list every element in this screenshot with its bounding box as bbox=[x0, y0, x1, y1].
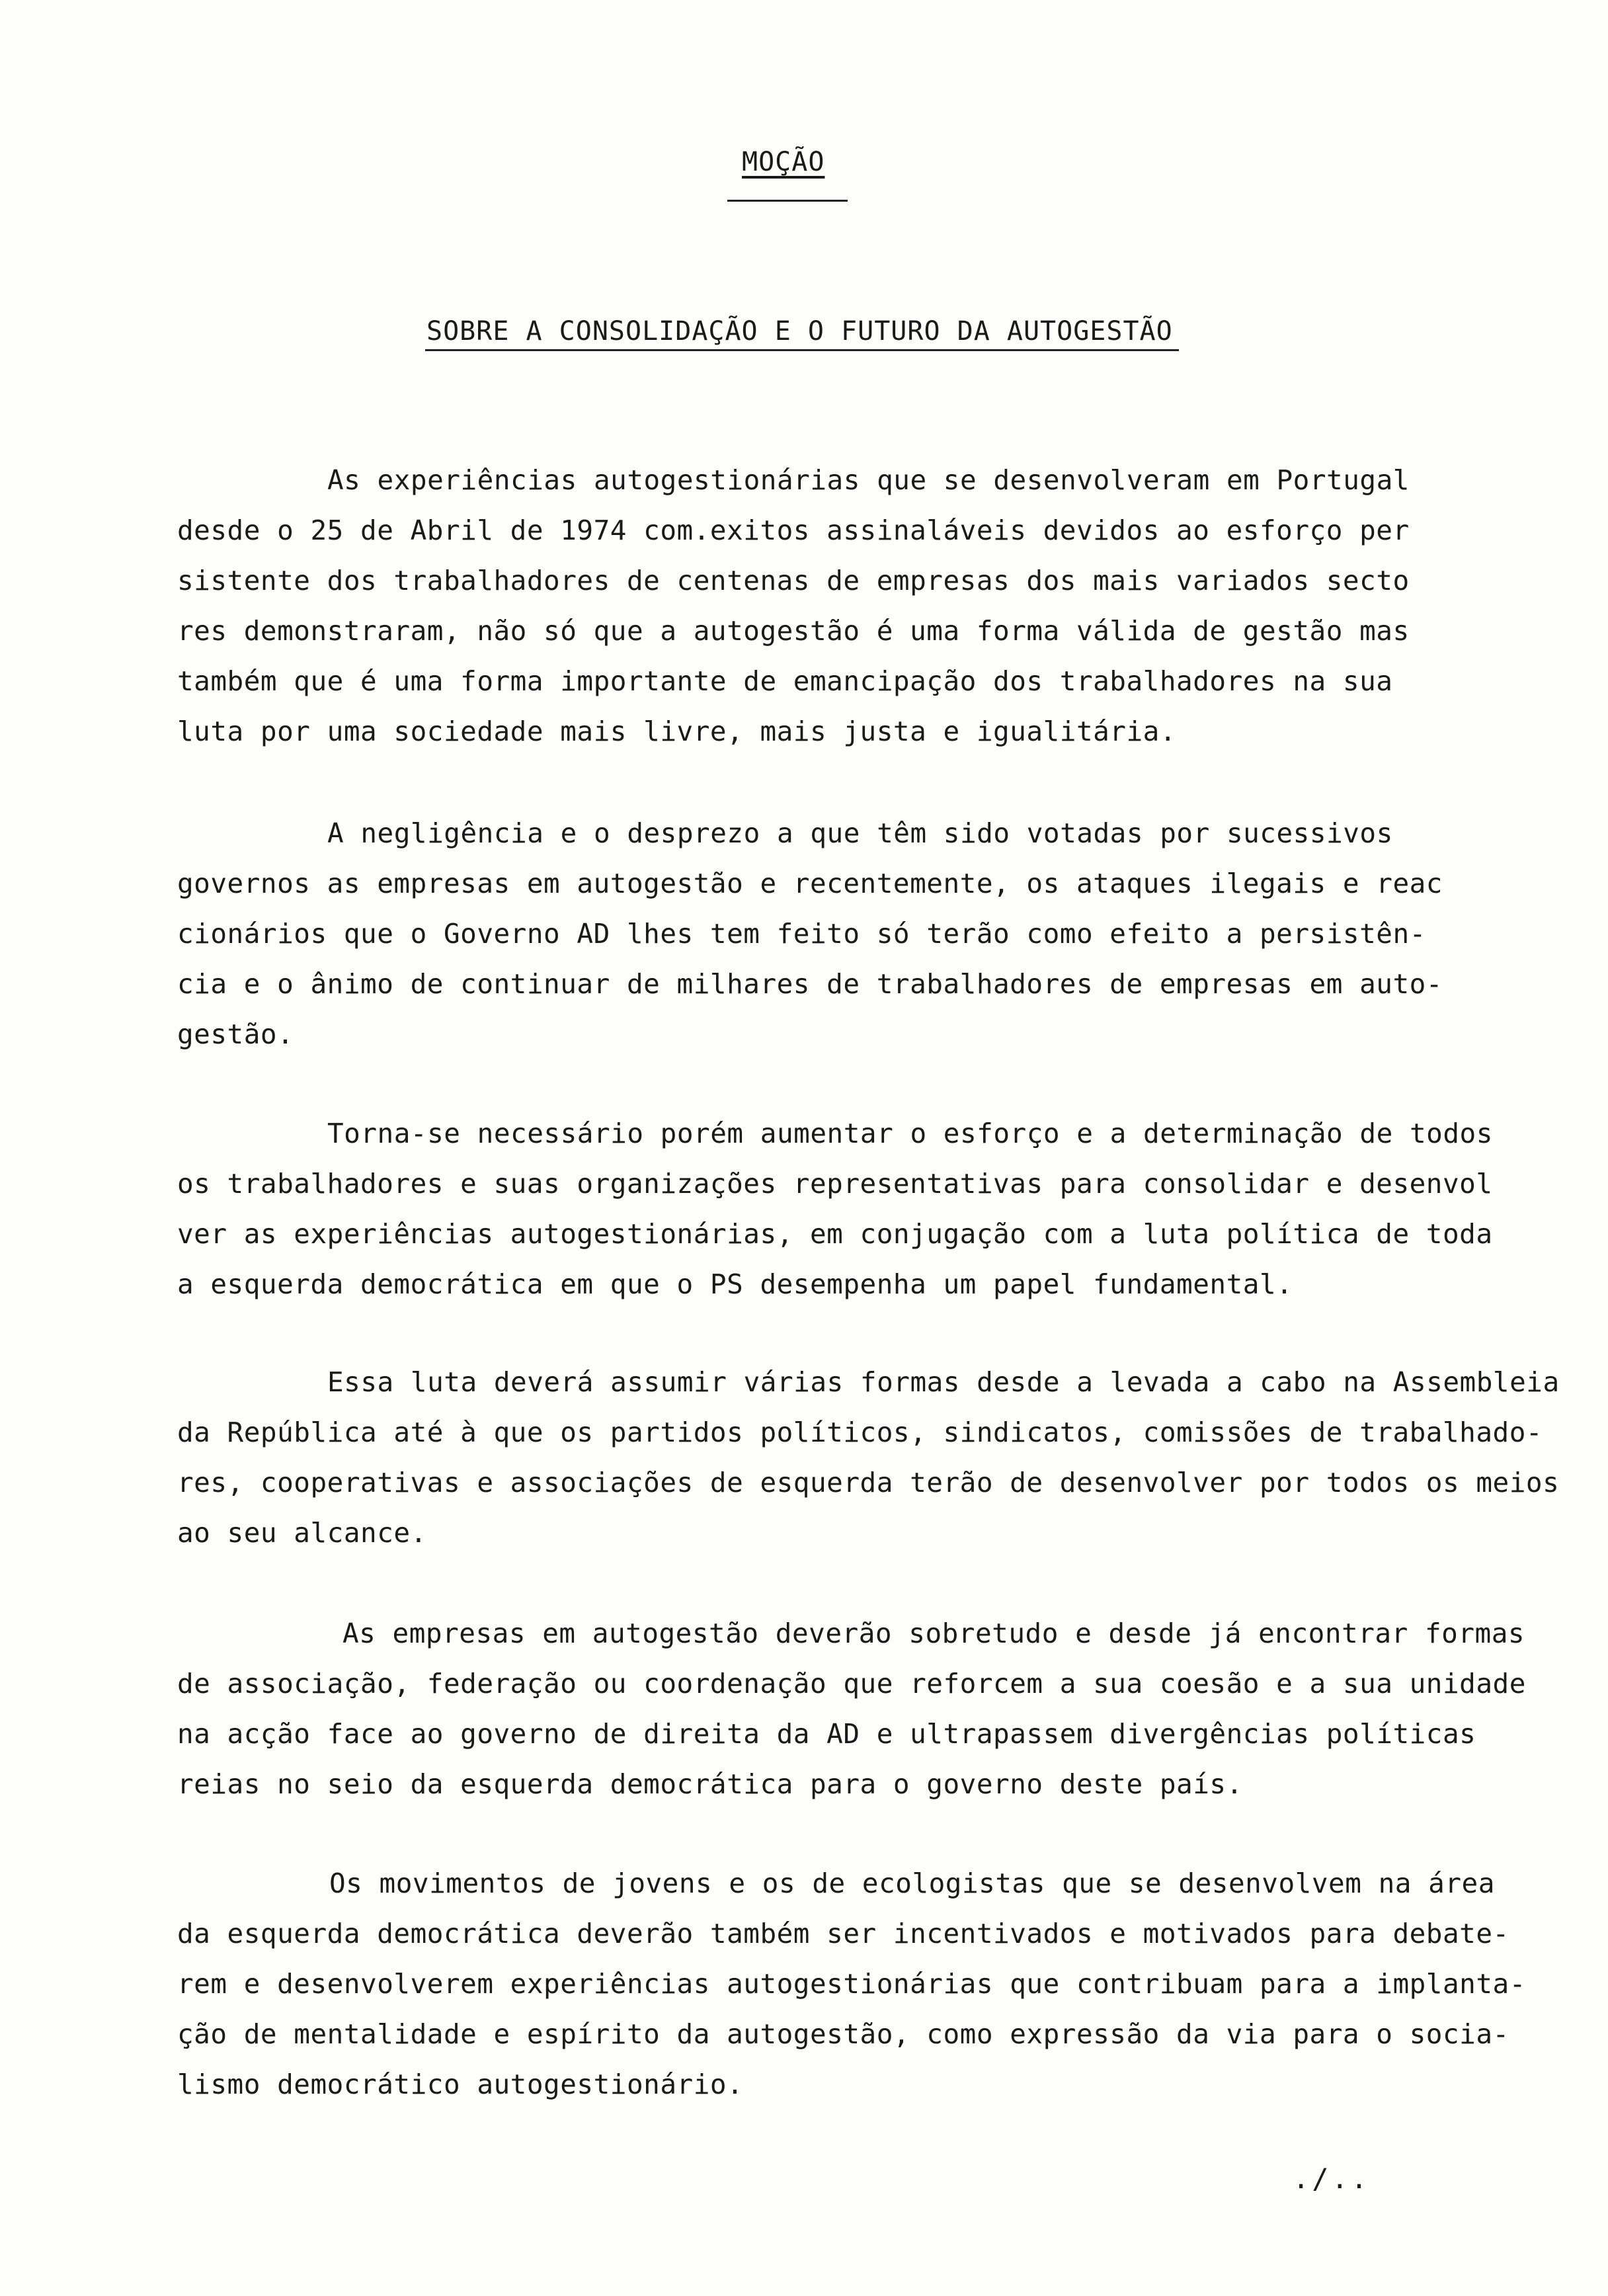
paragraph-line: cia e o ânimo de continuar de milhares de trabalhadores de empresas em auto- bbox=[177, 968, 1443, 1000]
paragraph-5 bbox=[177, 1608, 1566, 1809]
paragraph-line: reias no seio da esquerda democrática para o governo deste país. bbox=[177, 1768, 1243, 1800]
paragraph-line: res, cooperativas e associações de esquerda terão de desenvolver por todos os meios bbox=[177, 1467, 1560, 1498]
paragraph-3 bbox=[177, 1108, 1566, 1309]
paragraph-line: cionários que o Governo AD lhes tem feito só terão como efeito a persistên- bbox=[177, 918, 1426, 950]
paragraph-6 bbox=[177, 1858, 1566, 2110]
paragraph-line: também que é uma forma importante de emancipação dos trabalhadores na sua bbox=[177, 665, 1393, 697]
paragraph-line: res demonstraram, não só que a autogestão é uma forma válida de gestão mas bbox=[177, 615, 1410, 647]
document-title: MOÇÃO bbox=[742, 147, 825, 177]
paragraph-line: Os movimentos de jovens e os de ecologistas que se desenvolvem na área bbox=[329, 1867, 1495, 1899]
paragraph-line: da esquerda democrática deverão também ser incentivados e motivados para debate- bbox=[177, 1918, 1509, 1949]
document-subtitle: SOBRE A CONSOLIDAÇÃO E O FUTURO DA AUTOGESTÃO bbox=[426, 316, 1173, 347]
paragraph-line: lismo democrático autogestionário. bbox=[177, 2069, 744, 2100]
paragraph-4 bbox=[177, 1357, 1566, 1558]
paragraph-line: ção de mentalidade e espírito da autogestão, como expressão da via para o socia- bbox=[177, 2018, 1509, 2050]
paragraph-line: gestão. bbox=[177, 1018, 294, 1050]
paragraph-line: ver as experiências autogestionárias, em conjugação com a luta política de toda bbox=[177, 1218, 1493, 1250]
paragraph-line: da República até à que os partidos políticos, sindicatos, comissões de trabalhado- bbox=[177, 1416, 1543, 1448]
paragraph-line: na acção face ao governo de direita da AD e ultrapassem divergências políticas bbox=[177, 1718, 1476, 1750]
paragraph-line: governos as empresas em autogestão e recentemente, os ataques ilegais e reac bbox=[177, 868, 1443, 899]
paragraph-line: rem e desenvolverem experiências autogestionárias que contribuam para a implanta- bbox=[177, 1968, 1526, 2000]
paragraph-line: a esquerda democrática em que o PS desempenha um papel fundamental. bbox=[177, 1268, 1293, 1300]
paragraph-line: As experiências autogestionárias que se desenvolveram em Portugal bbox=[327, 464, 1410, 496]
paragraph-line: luta por uma sociedade mais livre, mais justa e igualitária. bbox=[177, 716, 1177, 747]
paragraph-line: os trabalhadores e suas organizações representativas para consolidar e desenvol bbox=[177, 1168, 1493, 1200]
paragraph-line: As empresas em autogestão deverão sobretudo e desde já encontrar formas bbox=[342, 1618, 1525, 1649]
paragraph-line: Torna-se necessário porém aumentar o esforço e a determinação de todos bbox=[327, 1118, 1493, 1149]
subtitle-underline bbox=[425, 349, 1179, 351]
paragraph-line: Essa luta deverá assumir várias formas desde a levada a cabo na Assembleia bbox=[327, 1366, 1560, 1398]
paragraph-line: de associação, federação ou coordenação que reforcem a sua coesão e a sua unidade bbox=[177, 1668, 1526, 1700]
continuation-mark: ./.. bbox=[1293, 2162, 1371, 2195]
title-underline bbox=[727, 200, 848, 202]
paragraph-1 bbox=[177, 455, 1566, 757]
paragraph-2 bbox=[177, 808, 1566, 1059]
paragraph-line: desde o 25 de Abril de 1974 com.exitos assinaláveis devidos ao esforço per bbox=[177, 514, 1410, 546]
paragraph-line: A negligência e o desprezo a que têm sido votadas por sucessivos bbox=[327, 817, 1393, 849]
paragraph-line: sistente dos trabalhadores de centenas de empresas dos mais variados secto bbox=[177, 565, 1410, 596]
paragraph-line: ao seu alcance. bbox=[177, 1517, 427, 1549]
